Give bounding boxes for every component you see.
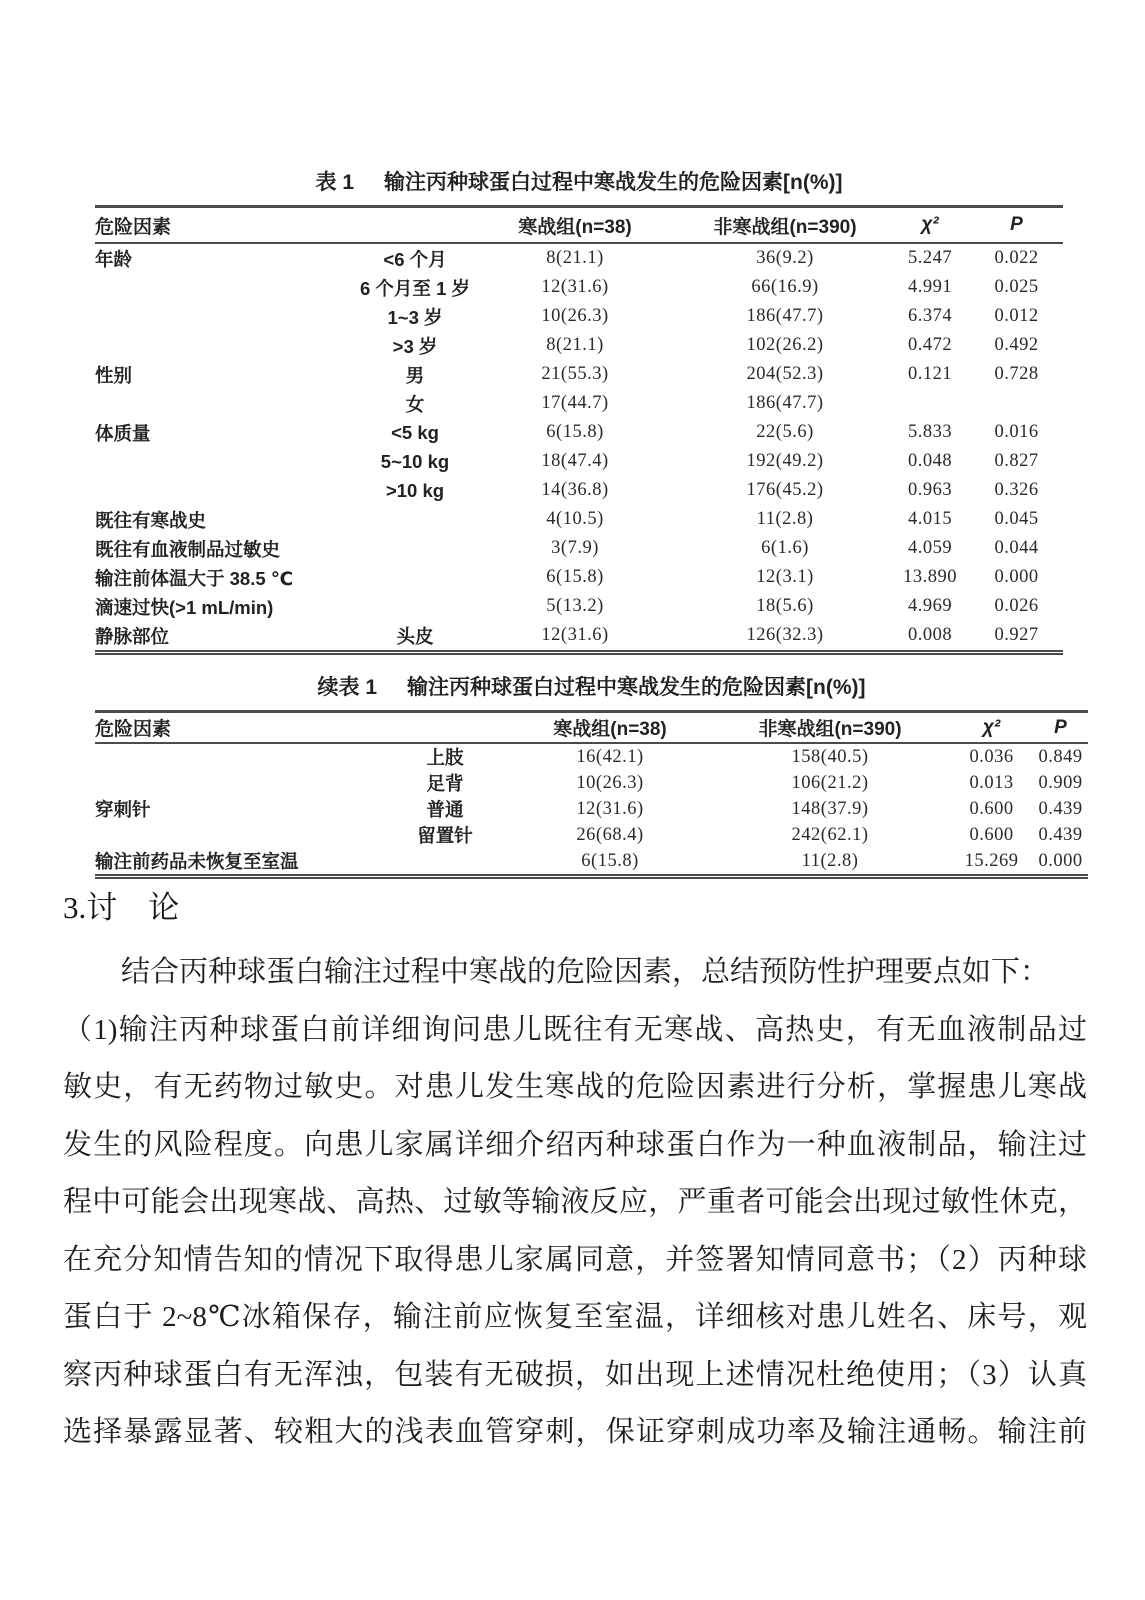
- non-chill-group-cell: 66(16.9): [751, 277, 819, 297]
- p-value-cell: 0.026: [994, 596, 1039, 616]
- table-header-row: [95, 207, 1063, 244]
- table-row: [95, 822, 1088, 848]
- risk-factor-cell: [95, 389, 360, 418]
- chill-group-cell: 26(68.4): [576, 824, 644, 845]
- risk-factor-cell: [95, 476, 360, 505]
- subcategory-cell: [360, 563, 470, 592]
- table-row: [95, 389, 1063, 418]
- table-row: [95, 534, 1063, 563]
- chill-group-cell: 14(36.8): [541, 480, 609, 500]
- chi-square-cell: 4.969: [907, 596, 953, 616]
- table-row: [95, 302, 1063, 331]
- subcategory-cell: 上肢: [426, 747, 464, 768]
- subcategory-cell: [360, 534, 470, 563]
- risk-factor-cell: [95, 302, 360, 331]
- p-value-cell: 0.728: [994, 364, 1039, 384]
- non-chill-group-cell: 126(32.3): [746, 625, 824, 645]
- p-value-cell: 0.044: [994, 538, 1039, 558]
- table-row: [95, 563, 1063, 592]
- p-value-cell: 0.492: [994, 335, 1039, 355]
- risk-factor-cell: [95, 743, 380, 770]
- subcategory-cell: >3 岁: [392, 335, 438, 357]
- table-row: [95, 360, 1063, 389]
- chill-group-cell: 3(7.9): [551, 538, 599, 558]
- non-chill-group-cell: 186(47.7): [746, 393, 824, 413]
- chi-square-cell: 0.600: [969, 824, 1014, 845]
- p-value-cell: [970, 389, 1063, 418]
- chi-square-cell: 0.472: [907, 335, 953, 355]
- risk-factor-cell: 静脉部位: [95, 625, 170, 647]
- non-chill-group-cell: 11(2.8): [801, 850, 859, 871]
- non-chill-group-cell: 11(2.8): [756, 509, 814, 529]
- header-p-value: P: [970, 207, 1063, 244]
- table-header-row: [95, 712, 1088, 744]
- chill-group-cell: 16(42.1): [576, 746, 644, 767]
- p-value-cell: 0.000: [1038, 850, 1083, 871]
- p-value-cell: 0.827: [994, 451, 1039, 471]
- table-row: [95, 743, 1088, 770]
- risk-factor-cell: [95, 331, 360, 360]
- paragraph-line: 结合丙种球蛋白输注过程中寒战的危险因素，总结预防性护理要点如下：: [121, 956, 1050, 988]
- chi-square-cell: 0.600: [969, 798, 1014, 819]
- chi-square-cell: 4.015: [907, 509, 953, 529]
- p-value-cell: 0.326: [994, 480, 1039, 500]
- risk-factor-cell: 穿刺针: [95, 799, 151, 820]
- table-row: [95, 848, 1088, 877]
- table1-caption-label: 表 1: [315, 171, 355, 194]
- chill-group-cell: 18(47.4): [541, 451, 609, 471]
- p-value-cell: 0.025: [994, 277, 1039, 297]
- chill-group-cell: 5(13.2): [546, 596, 604, 616]
- risk-factor-cell: 滴速过快(>1 mL/min): [95, 596, 274, 618]
- header-chill-group: 寒战组(n=38): [510, 712, 710, 744]
- non-chill-group-cell: 176(45.2): [746, 480, 824, 500]
- chill-group-cell: 12(31.6): [541, 625, 609, 645]
- non-chill-group-cell: 102(26.2): [746, 335, 824, 355]
- paragraph-line: 选择暴露显著、较粗大的浅表血管穿刺，保证穿刺成功率及输注通畅。输注前: [63, 1416, 1087, 1448]
- subcategory-cell: [360, 592, 470, 621]
- risk-factor-cell: 体质量: [95, 422, 151, 444]
- risk-factor-cell: 输注前体温大于 38.5 ℃: [95, 567, 294, 589]
- non-chill-group-cell: 186(47.7): [746, 306, 824, 326]
- table1-caption-title: 输注丙种球蛋白过程中寒战发生的危险因素[n(%)]: [384, 171, 843, 194]
- header-risk-factor: 危险因素: [95, 207, 470, 244]
- non-chill-group-cell: 242(62.1): [791, 824, 869, 845]
- table1-caption: [95, 166, 1063, 196]
- chi-square-cell: 0.036: [969, 746, 1014, 767]
- chill-group-cell: 4(10.5): [546, 509, 604, 529]
- p-value-cell: 0.849: [1038, 746, 1083, 767]
- subcategory-cell: 6 个月至 1 岁: [360, 277, 470, 299]
- chill-group-cell: 6(15.8): [546, 422, 604, 442]
- risk-factor-cell: 年龄: [95, 248, 133, 270]
- paragraph-line: 敏史，有无药物过敏史。对患儿发生寒战的危险因素进行分析，掌握患儿寒战: [63, 1071, 1087, 1103]
- table1-section: [95, 166, 1063, 655]
- non-chill-group-cell: 192(49.2): [746, 451, 824, 471]
- non-chill-group-cell: 12(3.1): [756, 567, 814, 587]
- p-value-cell: 0.909: [1038, 772, 1083, 793]
- p-value-cell: 0.000: [994, 567, 1039, 587]
- chi-square-cell: 0.013: [969, 772, 1014, 793]
- discussion-paragraph: [63, 944, 1087, 1462]
- p-value-cell: 0.045: [994, 509, 1039, 529]
- subcategory-cell: <5 kg: [391, 421, 439, 443]
- chill-group-cell: 10(26.3): [576, 772, 644, 793]
- header-chi-square: χ²: [950, 712, 1033, 744]
- subcategory-cell: 1~3 岁: [387, 306, 443, 328]
- risk-factor-cell: [95, 273, 360, 302]
- subcategory-cell: 男: [405, 364, 425, 386]
- p-value-cell: 0.022: [994, 248, 1039, 268]
- chill-group-cell: 6(15.8): [546, 567, 604, 587]
- chi-square-cell: 0.008: [907, 625, 953, 645]
- table1-continued-section: [95, 671, 1088, 879]
- chi-square-cell: 4.991: [907, 277, 953, 297]
- table-row: [95, 447, 1063, 476]
- subcategory-cell: 留置针: [417, 825, 473, 846]
- subcategory-cell: 足背: [426, 773, 464, 794]
- non-chill-group-cell: 22(5.6): [756, 422, 814, 442]
- subcategory-cell: 头皮: [396, 625, 434, 647]
- table-row: [95, 273, 1063, 302]
- paragraph-line: 察丙种球蛋白有无浑浊，包装有无破损，如出现上述情况杜绝使用；（3）认真: [63, 1358, 1087, 1391]
- non-chill-group-cell: 204(52.3): [746, 364, 824, 384]
- table-row: [95, 243, 1063, 273]
- paragraph-line: 程中可能会出现寒战、高热、过敏等输液反应，严重者可能会出现过敏性休克，: [63, 1186, 1087, 1218]
- table-row: [95, 476, 1063, 505]
- non-chill-group-cell: 106(21.2): [791, 772, 869, 793]
- header-non-chill-group: 非寒战组(n=390): [710, 712, 950, 744]
- table2-caption-label: 续表 1: [317, 676, 378, 699]
- chi-square-cell: [890, 389, 970, 418]
- non-chill-group-cell: 158(40.5): [791, 746, 869, 767]
- chi-square-cell: 6.374: [907, 306, 953, 326]
- paragraph-line: 蛋白于 2~8℃冰箱保存，输注前应恢复至室温，详细核对患儿姓名、床号，观: [63, 1301, 1087, 1333]
- chill-group-cell: 6(15.8): [581, 850, 639, 871]
- risk-factor-cell: 性别: [95, 364, 133, 386]
- subcategory-cell: [380, 848, 510, 877]
- non-chill-group-cell: 148(37.9): [791, 798, 869, 819]
- header-chill-group: 寒战组(n=38): [470, 207, 680, 244]
- subcategory-cell: <6 个月: [383, 248, 447, 270]
- table-row: [95, 592, 1063, 621]
- subcategory-cell: 普通: [426, 799, 464, 820]
- header-risk-factor: 危险因素: [95, 712, 510, 744]
- chill-group-cell: 21(55.3): [541, 364, 609, 384]
- chi-square-cell: 0.963: [907, 480, 953, 500]
- table-row: [95, 770, 1088, 796]
- chill-group-cell: 8(21.1): [546, 248, 604, 268]
- chi-square-cell: 0.121: [907, 364, 953, 384]
- chill-group-cell: 8(21.1): [546, 335, 604, 355]
- chi-square-cell: 4.059: [907, 538, 953, 558]
- p-value-cell: 0.439: [1038, 824, 1083, 845]
- table2-caption: [95, 671, 1088, 701]
- risk-factor-cell: 既往有寒战史: [95, 509, 207, 531]
- p-value-cell: 0.927: [994, 625, 1039, 645]
- chill-group-cell: 12(31.6): [576, 798, 644, 819]
- non-chill-group-cell: 18(5.6): [756, 596, 814, 616]
- discussion-section: [63, 889, 1087, 1462]
- paragraph-line: 在充分知情告知的情况下取得患儿家属同意，并签署知情同意书；（2）丙种球: [63, 1243, 1087, 1276]
- table2-caption-title: 输注丙种球蛋白过程中寒战发生的危险因素[n(%)]: [407, 676, 866, 699]
- chill-group-cell: 10(26.3): [541, 306, 609, 326]
- table-row: [95, 505, 1063, 534]
- chi-square-cell: 5.247: [907, 248, 953, 268]
- non-chill-group-cell: 36(9.2): [756, 248, 814, 268]
- paragraph-line: （1)输注丙种球蛋白前详细询问患儿既往有无寒战、高热史，有无血液制品过: [63, 1013, 1087, 1046]
- risk-factor-cell: [95, 770, 380, 796]
- risk-factor-cell: [95, 822, 380, 848]
- section-heading: 3.讨 论: [63, 890, 180, 925]
- non-chill-group-cell: 6(1.6): [761, 538, 809, 558]
- p-value-cell: 0.439: [1038, 798, 1083, 819]
- p-value-cell: 0.016: [994, 422, 1039, 442]
- header-non-chill-group: 非寒战组(n=390): [680, 207, 890, 244]
- chi-square-cell: 5.833: [907, 422, 953, 442]
- subcategory-cell: [360, 505, 470, 534]
- header-p-value: P: [1033, 712, 1088, 744]
- chi-square-cell: 15.269: [964, 850, 1019, 871]
- table-row: [95, 418, 1063, 447]
- chill-group-cell: 17(44.7): [541, 393, 609, 413]
- subcategory-cell: 女: [405, 393, 425, 415]
- risk-factors-table: [95, 205, 1063, 655]
- chi-square-cell: 13.890: [903, 567, 957, 587]
- risk-factors-table-continued: [95, 710, 1088, 879]
- risk-factor-cell: 既往有血液制品过敏史: [95, 538, 281, 560]
- table-row: [95, 621, 1063, 653]
- chi-square-cell: 0.048: [907, 451, 953, 471]
- p-value-cell: 0.012: [994, 306, 1039, 326]
- chill-group-cell: 12(31.6): [541, 277, 609, 297]
- paragraph-line: 发生的风险程度。向患儿家属详细介绍丙种球蛋白作为一种血液制品，输注过: [63, 1128, 1087, 1161]
- subcategory-cell: 5~10 kg: [380, 450, 450, 472]
- table-row: [95, 331, 1063, 360]
- subcategory-cell: >10 kg: [385, 479, 445, 501]
- header-chi-square: χ²: [890, 207, 970, 244]
- risk-factor-cell: 输注前药品未恢复至室温: [95, 851, 299, 872]
- table-row: [95, 796, 1088, 822]
- risk-factor-cell: [95, 447, 360, 476]
